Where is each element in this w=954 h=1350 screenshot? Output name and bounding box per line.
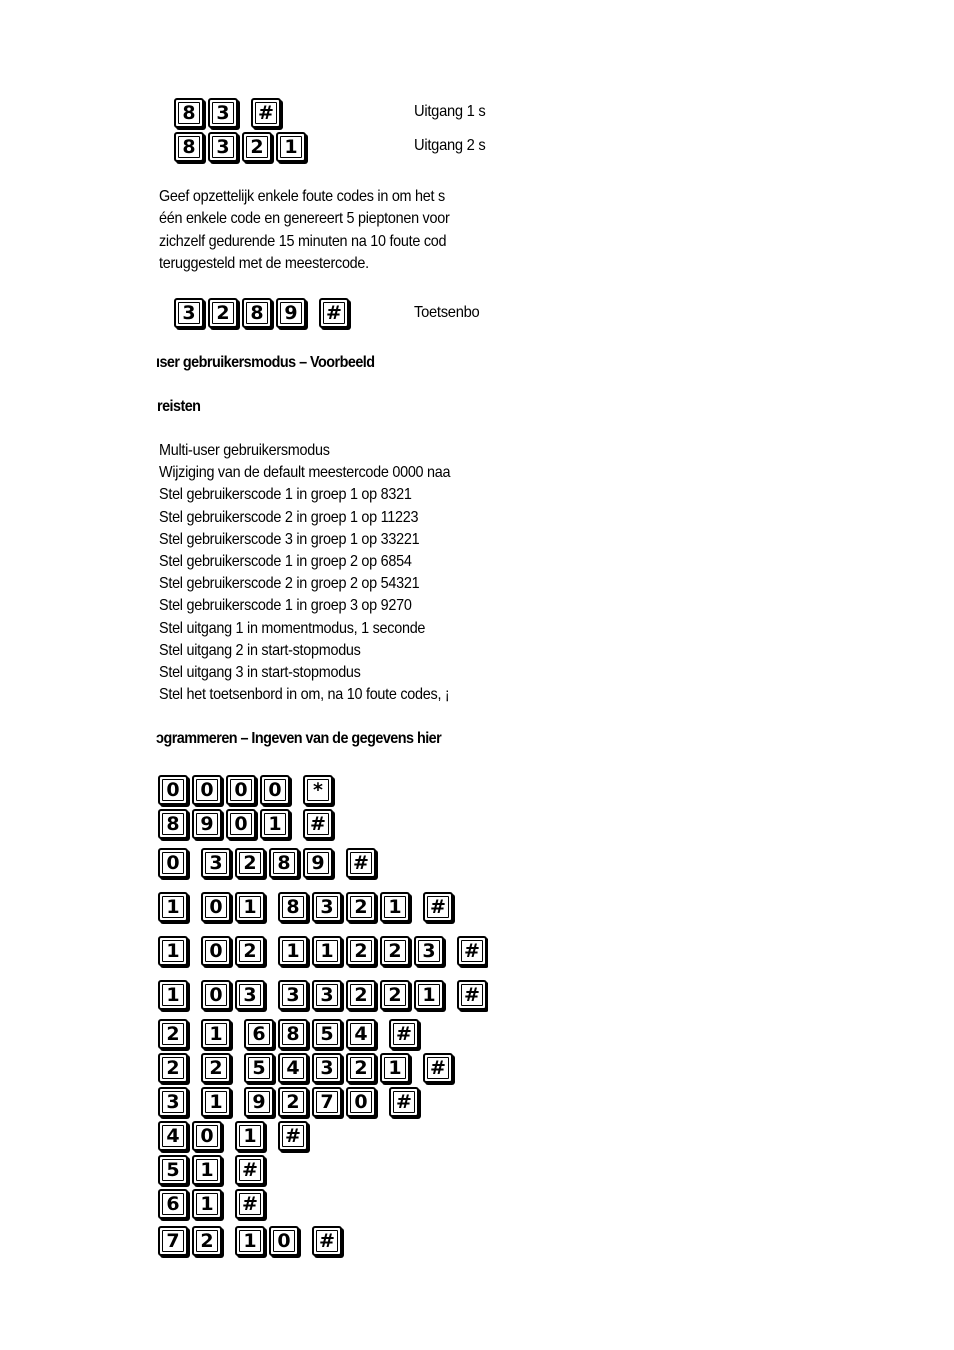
list-item: Multi-user gebruikersmodus [159, 442, 330, 459]
star-key: * [303, 775, 333, 805]
hash-key: # [423, 892, 453, 922]
key-0: 0 [201, 936, 231, 966]
list-item: Stel uitgang 3 in start-stopmodus [159, 663, 361, 681]
hash-key: # [423, 1053, 453, 1083]
key-2: 2 [346, 1053, 376, 1083]
key-9: 9 [244, 1087, 274, 1117]
hash-key: # [251, 98, 281, 128]
key-8: 8 [158, 809, 188, 839]
key-3: 3 [278, 980, 308, 1010]
key-8: 8 [269, 848, 299, 878]
key-4: 4 [158, 1121, 188, 1151]
key-3: 3 [235, 980, 265, 1010]
key-1: 1 [312, 936, 342, 966]
key-3: 3 [312, 1053, 342, 1083]
key-1: 1 [192, 1189, 222, 1219]
key-2: 2 [201, 1053, 231, 1083]
paragraph [159, 186, 449, 275]
key-8: 8 [278, 1019, 308, 1049]
key-2: 2 [158, 1019, 188, 1049]
key-1: 1 [158, 892, 188, 922]
key-1: 1 [278, 936, 308, 966]
list-item: Stel gebruikerscode 2 in groep 2 op 54321 [159, 575, 420, 593]
hash-key: # [346, 848, 376, 878]
paragraph-line: zichzelf gedurende 15 minuten na 10 foute cod [159, 232, 447, 250]
key-4: 4 [278, 1053, 308, 1083]
key-1: 1 [380, 892, 410, 922]
hash-key: # [319, 298, 349, 328]
key-0: 0 [260, 775, 290, 805]
section-heading-requirements: reisten [157, 398, 201, 415]
requirements-list [159, 440, 483, 706]
key-3: 3 [201, 848, 231, 878]
key-7: 7 [158, 1226, 188, 1256]
key-0: 0 [226, 775, 256, 805]
list-item: Stel gebruikerscode 3 in groep 1 op 33221 [159, 530, 420, 548]
key-1: 1 [414, 980, 444, 1010]
key-8: 8 [174, 98, 204, 128]
list-item: Stel gebruikerscode 1 in groep 1 op 8321 [159, 486, 412, 504]
paragraph-line: teruggesteld met de meestercode. [159, 254, 369, 272]
key-2: 2 [278, 1087, 308, 1117]
key-2: 2 [380, 936, 410, 966]
key-1: 1 [158, 936, 188, 966]
key-3: 3 [208, 98, 238, 128]
key-4: 4 [346, 1019, 376, 1049]
hash-key: # [278, 1121, 308, 1151]
key-3: 3 [312, 980, 342, 1010]
key-5: 5 [244, 1053, 274, 1083]
key-1: 1 [380, 1053, 410, 1083]
label-uitgang-2: Uitgang 2 s [414, 137, 486, 154]
key-2: 2 [192, 1226, 222, 1256]
key-1: 1 [158, 980, 188, 1010]
hash-key: # [235, 1189, 265, 1219]
key-9: 9 [276, 298, 306, 328]
key-1: 1 [235, 892, 265, 922]
key-2: 2 [158, 1053, 188, 1083]
key-0: 0 [192, 775, 222, 805]
key-0: 0 [346, 1087, 376, 1117]
key-9: 9 [192, 809, 222, 839]
list-item: Stel gebruikerscode 1 in groep 2 op 6854 [159, 552, 412, 570]
key-8: 8 [174, 132, 204, 162]
list-item: Stel het toetsenbord in om, na 10 foute codes, ¡ [159, 686, 450, 704]
hash-key: # [457, 936, 487, 966]
paragraph-line: één enkele code en genereert 5 pieptonen voor [159, 210, 450, 228]
hash-key: # [312, 1226, 342, 1256]
key-1: 1 [276, 132, 306, 162]
section-heading-programming: ɔgrammeren – Ingeven van de gegevens hier [156, 730, 442, 747]
key-1: 1 [235, 1226, 265, 1256]
key-0: 0 [201, 980, 231, 1010]
key-2: 2 [208, 298, 238, 328]
key-8: 8 [278, 892, 308, 922]
key-0: 0 [192, 1121, 222, 1151]
key-0: 0 [158, 848, 188, 878]
label-toetsenbord: Toetsenbo [414, 304, 480, 321]
list-item: Wijziging van de default meestercode 0000 naa [159, 464, 451, 482]
key-0: 0 [226, 809, 256, 839]
label-uitgang-1: Uitgang 1 s [414, 103, 486, 120]
paragraph-line: Geef opzettelijk enkele foute codes in om het s [159, 188, 445, 205]
key-7: 7 [312, 1087, 342, 1117]
hash-key: # [303, 809, 333, 839]
key-8: 8 [242, 298, 272, 328]
key-0: 0 [201, 892, 231, 922]
hash-key: # [389, 1019, 419, 1049]
key-3: 3 [208, 132, 238, 162]
list-item: Stel gebruikerscode 2 in groep 1 op 11223 [159, 508, 419, 526]
hash-key: # [235, 1155, 265, 1185]
key-6: 6 [244, 1019, 274, 1049]
key-3: 3 [158, 1087, 188, 1117]
key-5: 5 [158, 1155, 188, 1185]
key-1: 1 [260, 809, 290, 839]
key-0: 0 [269, 1226, 299, 1256]
key-9: 9 [303, 848, 333, 878]
key-1: 1 [201, 1087, 231, 1117]
key-6: 6 [158, 1189, 188, 1219]
section-heading-example: ıser gebruikersmodus – Voorbeeld [156, 354, 375, 371]
key-2: 2 [380, 980, 410, 1010]
hash-key: # [457, 980, 487, 1010]
list-item: Stel gebruikerscode 1 in groep 3 op 9270 [159, 597, 412, 615]
key-2: 2 [346, 980, 376, 1010]
key-2: 2 [346, 892, 376, 922]
key-0: 0 [158, 775, 188, 805]
key-3: 3 [174, 298, 204, 328]
key-5: 5 [312, 1019, 342, 1049]
key-3: 3 [414, 936, 444, 966]
key-2: 2 [242, 132, 272, 162]
key-2: 2 [346, 936, 376, 966]
list-item: Stel uitgang 2 in start-stopmodus [159, 641, 361, 659]
list-item: Stel uitgang 1 in momentmodus, 1 seconde [159, 619, 426, 637]
key-1: 1 [192, 1155, 222, 1185]
key-2: 2 [235, 936, 265, 966]
key-3: 3 [312, 892, 342, 922]
hash-key: # [389, 1087, 419, 1117]
key-1: 1 [235, 1121, 265, 1151]
key-2: 2 [235, 848, 265, 878]
key-1: 1 [201, 1019, 231, 1049]
